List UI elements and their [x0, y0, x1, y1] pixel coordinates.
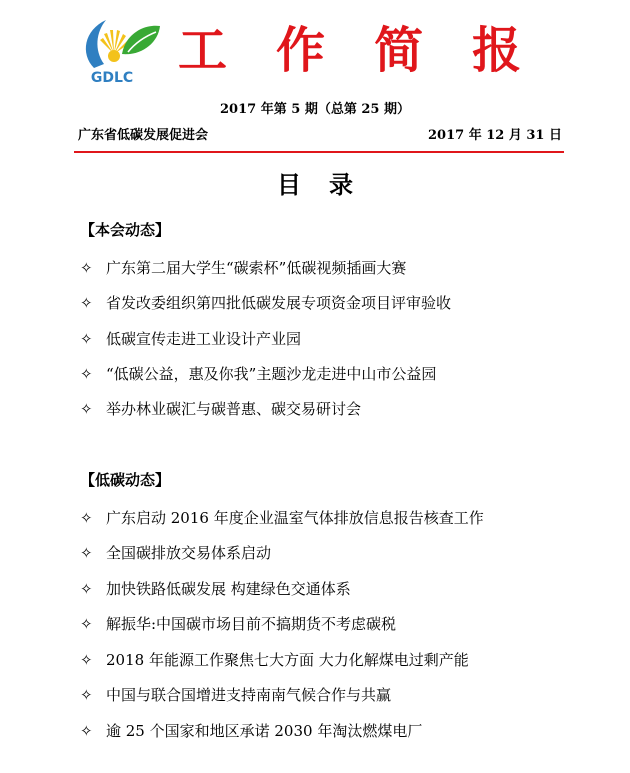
section-title-low-carbon-news: 【低碳动态】: [80, 471, 171, 489]
diamond-star-icon: ✧: [80, 686, 93, 704]
toc-item-label: 全国碳排放交易体系启动: [106, 544, 272, 562]
diamond-star-icon: ✧: [80, 615, 93, 633]
toc-item-label: 省发改委组织第四批低碳发展专项资金项目评审验收: [106, 294, 452, 312]
toc-item-label: 举办林业碳汇与碳普惠、碳交易研讨会: [106, 400, 362, 418]
toc-item-label: 2018 年能源工作聚焦七大方面 大力化解煤电过剩产能: [106, 651, 469, 669]
logo-text: GDLC: [90, 70, 134, 86]
diamond-star-icon: ✧: [80, 651, 93, 669]
toc-heading: 目录: [277, 171, 381, 199]
diamond-star-icon: ✧: [80, 580, 93, 598]
section-title-association-news: 【本会动态】: [80, 221, 171, 239]
diamond-star-icon: ✧: [80, 544, 93, 562]
toc-item[interactable]: [80, 293, 451, 313]
toc-item-label: “低碳公益，惠及你我”主题沙龙走进中山市公益园: [106, 365, 437, 383]
diamond-star-icon: ✧: [80, 400, 93, 418]
toc-item[interactable]: [80, 579, 351, 599]
toc-item-label: 低碳宣传走进工业设计产业园: [106, 330, 302, 348]
toc-item[interactable]: [80, 543, 271, 563]
toc-item[interactable]: [80, 329, 301, 349]
diamond-star-icon: ✧: [80, 259, 93, 277]
toc-item[interactable]: [80, 614, 396, 634]
toc-item-label: 广东启动 2016 年度企业温室气体排放信息报告核查工作: [106, 509, 484, 527]
toc-item[interactable]: [80, 721, 422, 741]
diamond-star-icon: ✧: [80, 365, 93, 383]
diamond-star-icon: ✧: [80, 509, 93, 527]
toc-item[interactable]: [80, 650, 469, 670]
logo-blue-swoosh: [86, 20, 106, 68]
toc-item[interactable]: [80, 364, 436, 384]
toc-item[interactable]: [80, 508, 484, 528]
document-title: 工 作 简 报: [178, 21, 538, 79]
issue-number: 2017 年第 5 期（总第 25 期）: [220, 102, 410, 117]
diamond-star-icon: ✧: [80, 722, 93, 740]
diamond-star-icon: ✧: [80, 330, 93, 348]
toc-item[interactable]: [80, 258, 406, 278]
toc-item-label: 逾 25 个国家和地区承诺 2030 年淘汰燃煤电厂: [106, 722, 423, 740]
toc-item[interactable]: [80, 399, 361, 419]
toc-item[interactable]: [80, 685, 391, 705]
organization-name: 广东省低碳发展促进会: [78, 128, 209, 143]
toc-item-label: 解振华:中国碳市场目前不搞期货不考虑碳税: [106, 615, 397, 633]
header-divider: [74, 151, 564, 153]
toc-item-label: 广东第二届大学生“碳索杯”低碳视频插画大赛: [106, 259, 407, 277]
toc-item-label: 加快铁路低碳发展 构建绿色交通体系: [106, 580, 351, 598]
diamond-star-icon: ✧: [80, 294, 93, 312]
gdlc-logo: [74, 10, 164, 88]
issue-date: 2017 年 12 月 31 日: [428, 128, 562, 143]
toc-item-label: 中国与联合国增进支持南南气候合作与共赢: [106, 686, 392, 704]
